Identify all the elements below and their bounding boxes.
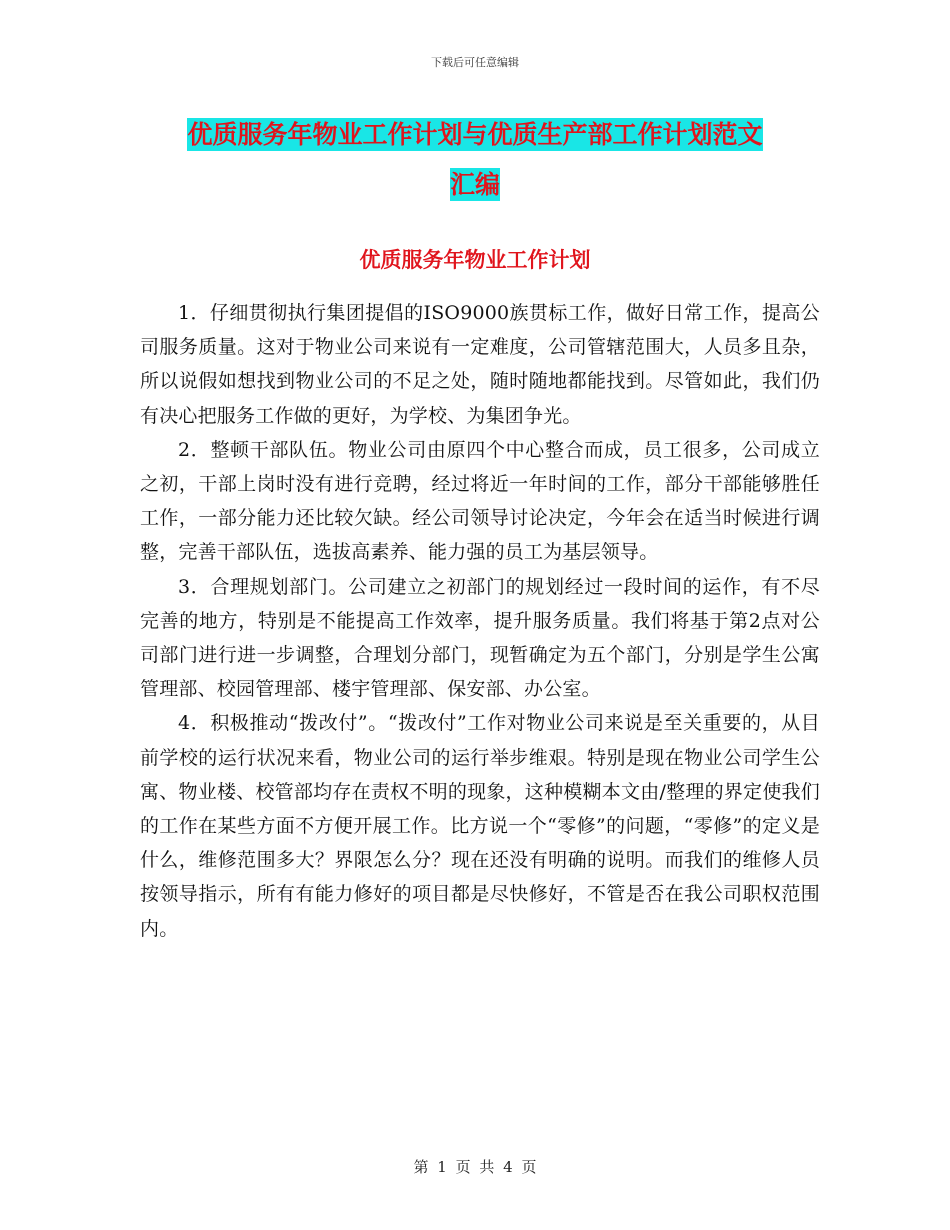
page-number: 第 1 页 共 4 页 xyxy=(413,1158,537,1176)
body-text xyxy=(140,296,820,946)
section-title: 优质服务年物业工作计划 xyxy=(359,248,591,272)
paragraph-1: 1．仔细贯彻执行集团提倡的ISO9000族贯标工作，做好日常工作，提高公司服务质量。这对于物业公司来说有一定难度，公司管辖范围大，人员多且杂，所以说假如想找到物业公司的不足之处，随时随地都能找到。尽管如此，我们仍有决心把服务工作做的更好，为学校、为集团争光。 xyxy=(140,302,820,427)
paragraph-4: 4．积极推动“拨改付”。“拨改付”工作对物业公司来说是至关重要的，从目前学校的运行状况来看，物业公司的运行举步维艰。特别是现在物业公司学生公寓、物业楼、校管部均存在责权不明的现象，这种模糊本文由/整理的界定使我们的工作在某些方面不方便开展工作。比方说一个“零修”的问题，“零修”的定义是什么，维修范围多大？界限怎么分？现在还没有明确的说明。而我们的维修人员按领导指示，所有有能力修好的项目都是尽快修好，不管是否在我公司职权范围内。 xyxy=(140,712,820,940)
paragraph-3: 3．合理规划部门。公司建立之初部门的规划经过一段时间的运作，有不尽完善的地方，特别是不能提高工作效率，提升服务质量。我们将基于第2点对公司部门进行进一步调整，合理划分部门，现暂确定为五个部门，分别是学生公寓管理部、校园管理部、楼宇管理部、保安部、办公室。 xyxy=(140,575,820,701)
paragraph-2: 2．整顿干部队伍。物业公司由原四个中心整合而成，员工很多，公司成立之初，干部上岗时没有进行竞聘，经过将近一年时间的工作，部分干部能够胜任工作，一部分能力还比较欠缺。经公司领导讨论决定，今年会在适当时候进行调整，完善干部队伍，选拔高素养、能力强的员工为基层领导。 xyxy=(140,438,820,564)
document-title-line-1: 优质服务年物业工作计划与优质生产部工作计划范文 xyxy=(187,120,763,149)
document-title xyxy=(140,110,810,210)
header-note: 下载后可任意编辑 xyxy=(431,56,519,69)
document-title-line-2: 汇编 xyxy=(449,170,500,199)
